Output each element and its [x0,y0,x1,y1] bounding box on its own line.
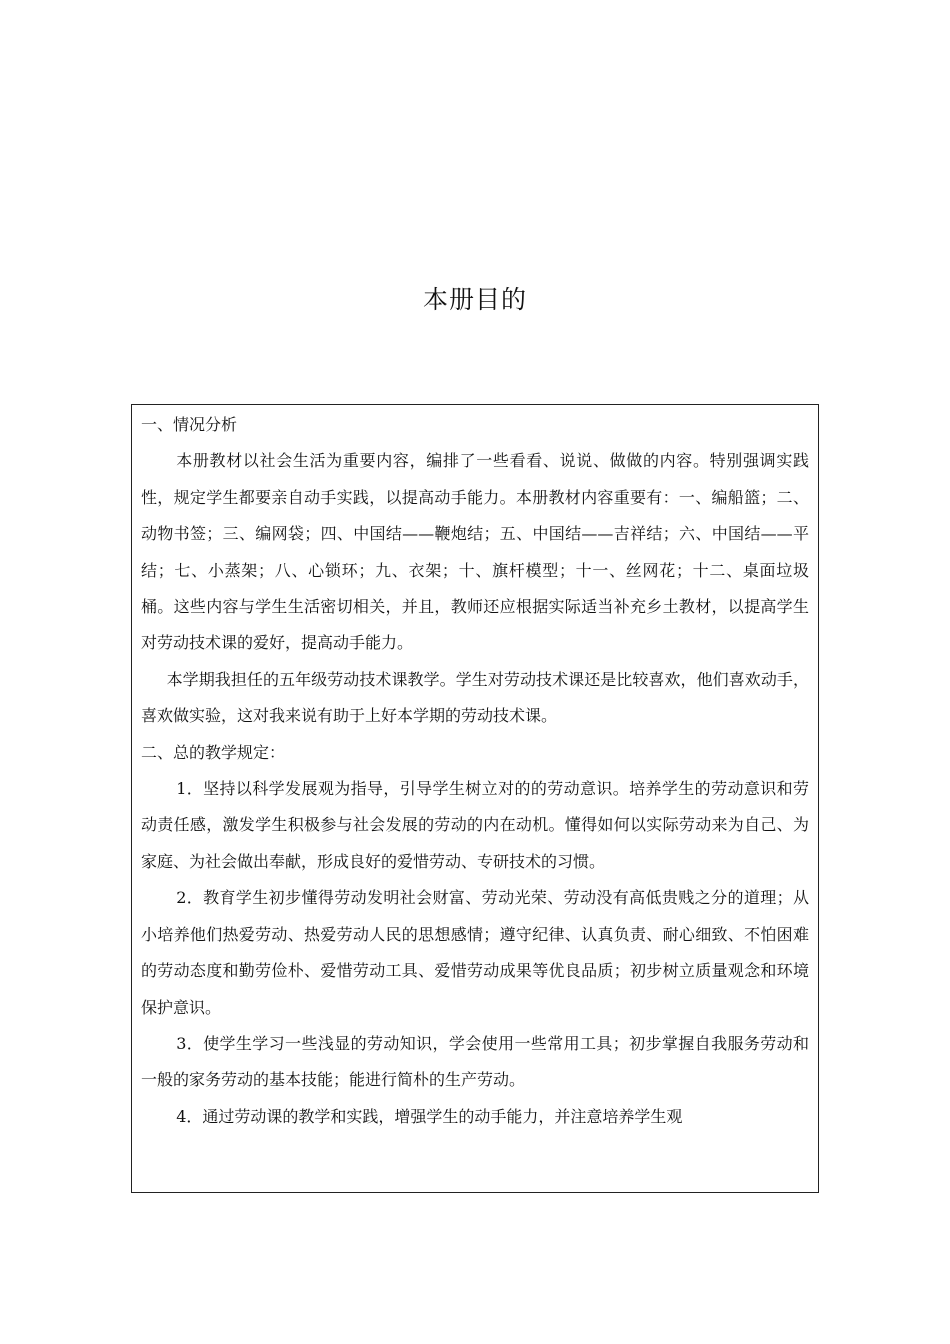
paragraph-class-situation: 本学期我担任的五年级劳动技术课教学。学生对劳动技术课还是比较喜欢，他们喜欢动手，喜欢做实验，这对我来说有助于上好本学期的劳动技术课。 [141,669,809,726]
section-heading-situation-analysis: 一、情况分析 [141,415,238,434]
requirement-item-2: 2．教育学生初步懂得劳动发明社会财富、劳动光荣、劳动没有高低贵贱之分的道理；从小培养他们热爱劳动、热爱劳动人民的思想感情；遵守纪律、认真负责、耐心细致、不怕困难的劳动态度和勤劳俭朴、爱惜劳动工具、爱惜劳动成果等优良品质；初步树立质量观念和环境保护意识。 [141,888,809,1017]
page-title: 本册目的 [422,285,527,314]
section-heading-teaching-requirements: 二、总的教学规定： [141,742,286,762]
requirement-item-1: 1．坚持以科学发展观为指导，引导学生树立对的的劳动意识。培养学生的劳动意识和劳动责任感，激发学生积极参与社会发展的劳动的内在动机。懂得如何以实际劳动来为自己、为家庭、为社会做出奉献，形成良好的爱惜劳动、专研技术的习惯。 [141,779,809,871]
requirement-item-4: 4．通过劳动课的教学和实践，增强学生的动手能力，并注意培养学生观 [176,1106,683,1126]
content-box [131,404,819,1193]
paragraph-textbook-overview: 本册教材以社会生活为重要内容，编排了一些看看、说说、做做的内容。特别强调实践性，规定学生都要亲自动手实践，以提高动手能力。本册教材内容重要有：一、编船篮；二、动物书签；三、编网袋；四、中国结——鞭炮结；五、中国结——吉祥结；六、中国结——平结；七、小蒸架；八、心锁环；九、衣架；十、旗杆模型；十一、丝网花；十二、桌面垃圾桶。这些内容与学生生活密切相关，并且，教师还应根据实际适当补充乡土教材，以提高学生对劳动技术课的爱好，提高动手能力。 [141,451,809,653]
requirement-item-3: 3．使学生学习一些浅显的劳动知识，学会使用一些常用工具；初步掌握自我服务劳动和一般的家务劳动的基本技能；能进行简朴的生产劳动。 [141,1033,809,1090]
